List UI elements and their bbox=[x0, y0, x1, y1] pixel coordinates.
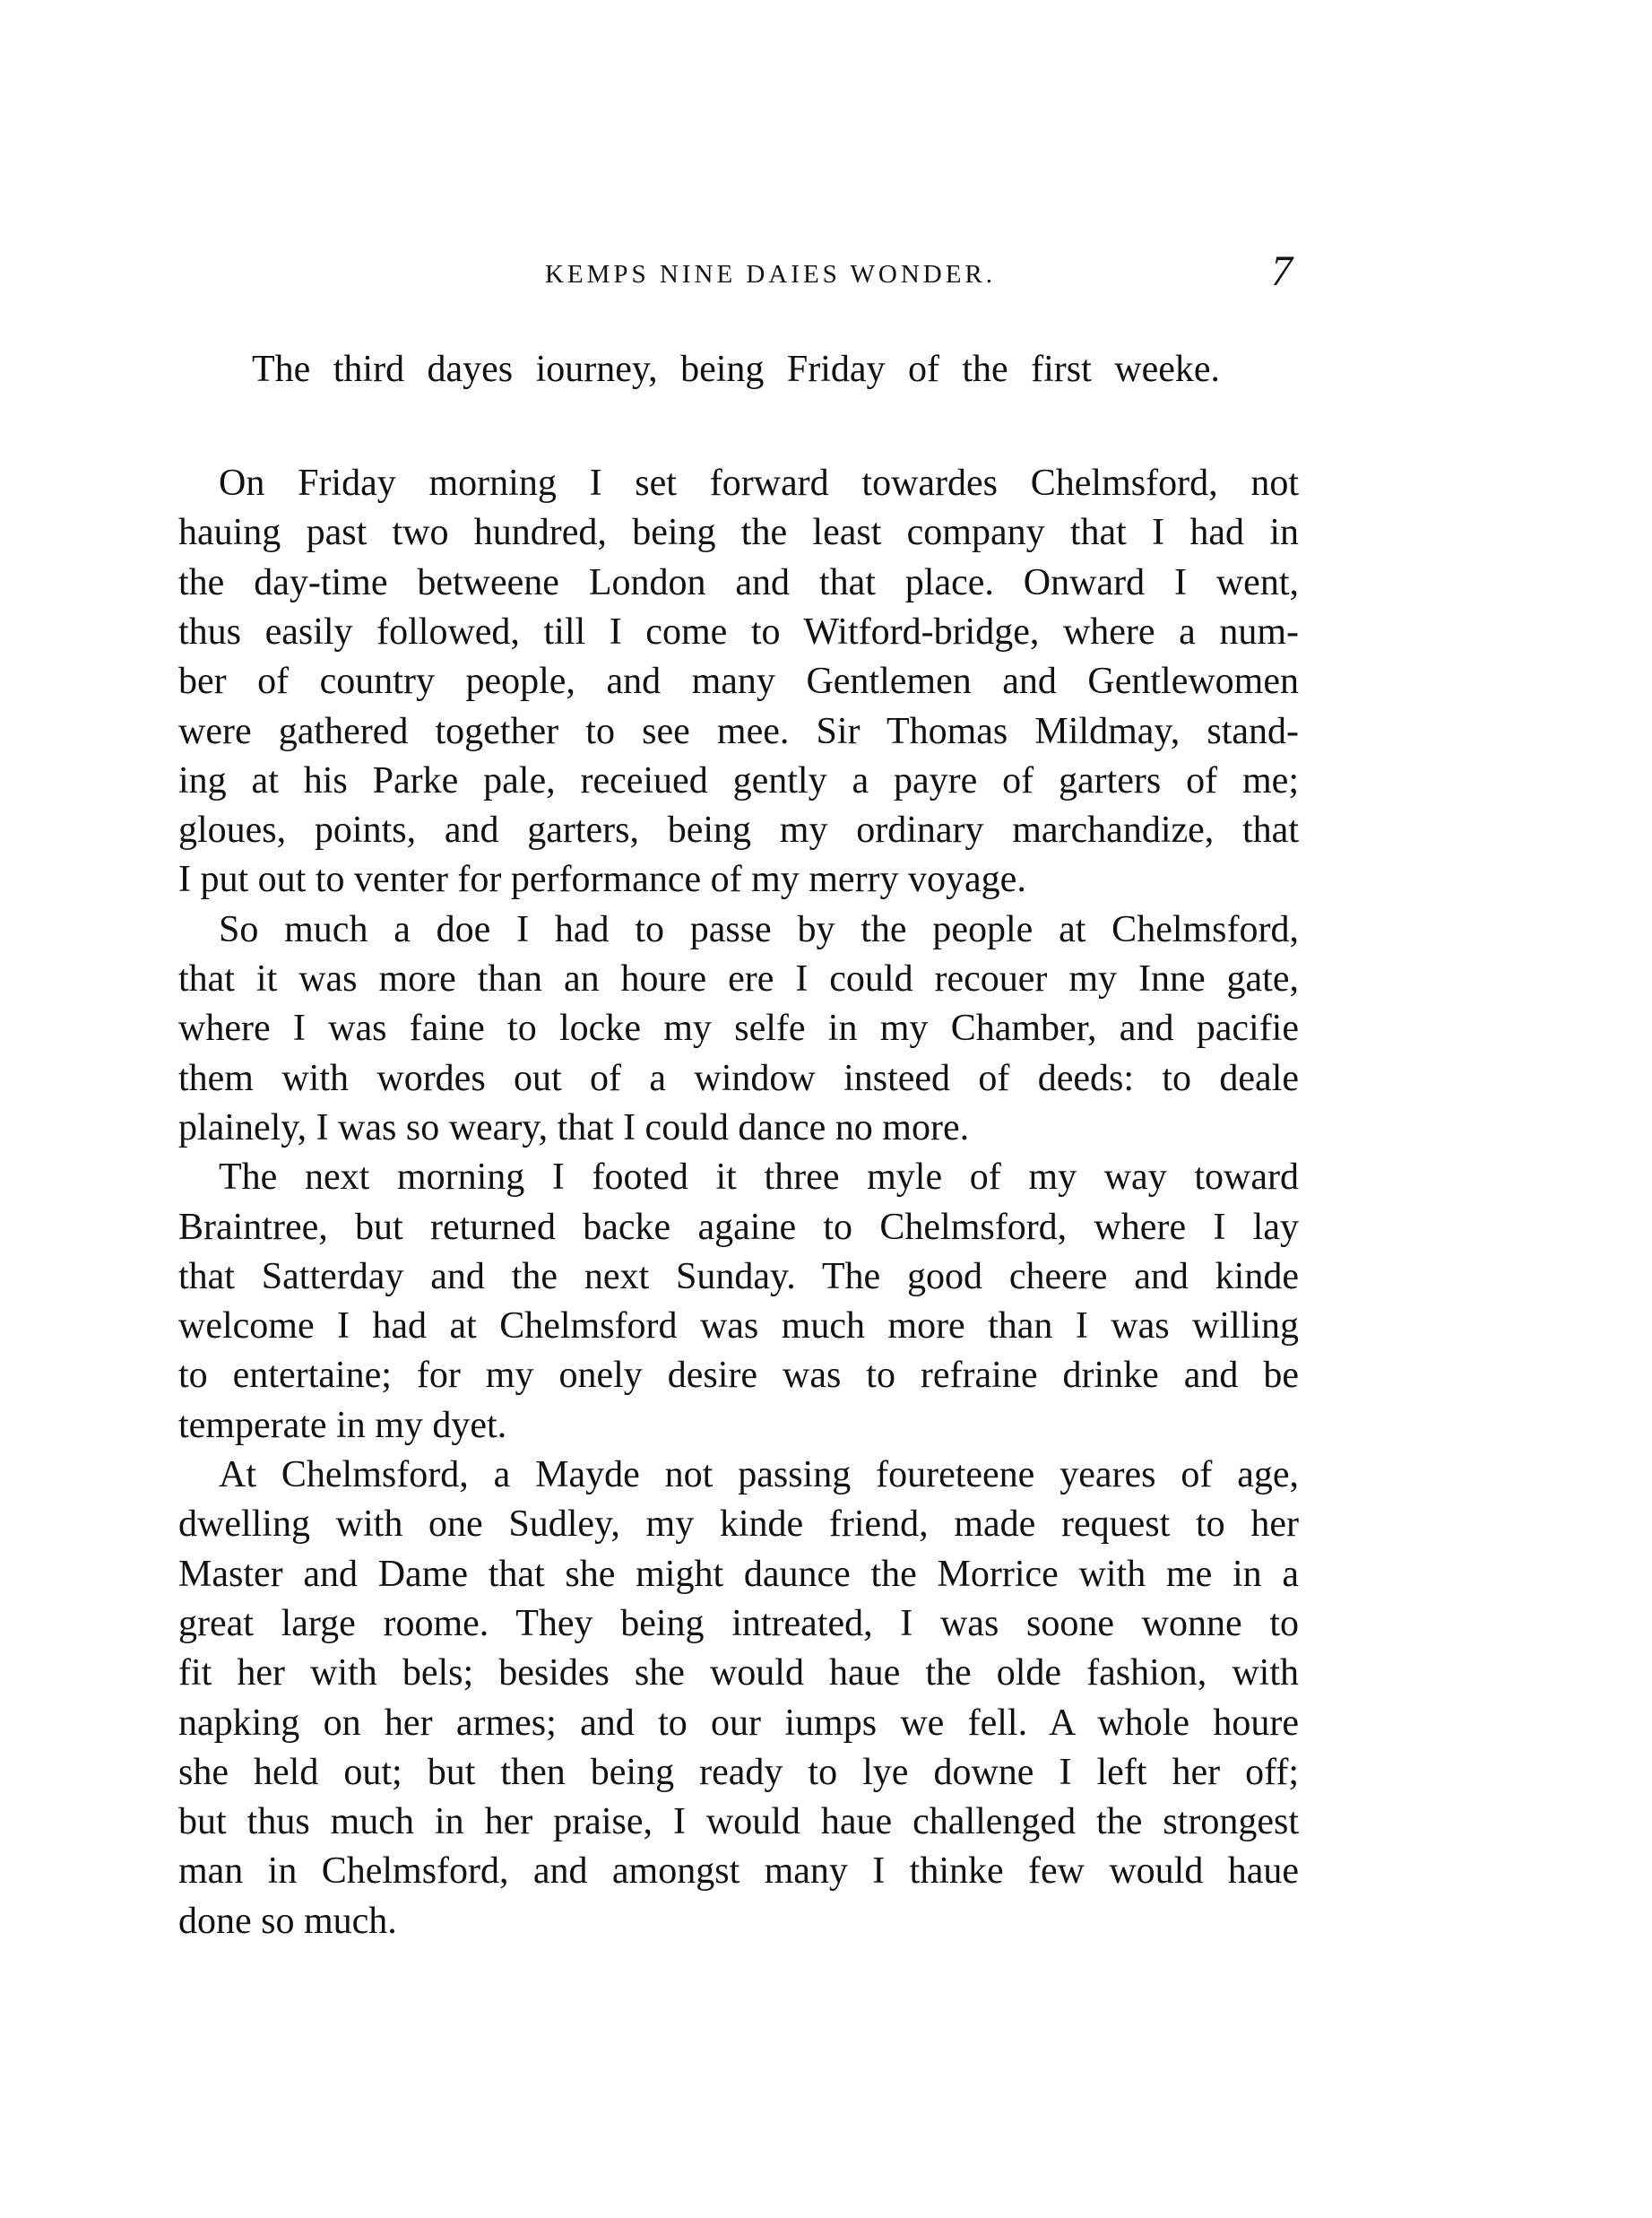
paragraph-line: welcome I had at Chelmsford was much more than I was willing bbox=[178, 1305, 1299, 1347]
paragraph-line: dwelling with one Sudley, my kinde friend, made request to her bbox=[178, 1503, 1299, 1546]
section-title: The third dayes iourney, being Friday of the first weeke. bbox=[252, 349, 1220, 390]
paragraph-line: The next morning I footed it three myle of my way toward bbox=[219, 1157, 1299, 1199]
running-head bbox=[0, 260, 1652, 290]
paragraph-line: At Chelmsford, a Mayde not passing foureteene yeares of age, bbox=[219, 1454, 1299, 1495]
paragraph-line: but thus much in her praise, I would haue challenged the strongest bbox=[178, 1801, 1299, 1843]
paragraph-line: hauing past two hundred, being the least company that I had in bbox=[178, 512, 1299, 554]
paragraph-line: napking on her armes; and to our iumps we fell. A whole houre bbox=[178, 1702, 1299, 1744]
paragraph-line: I put out to venter for performance of my merry voyage. bbox=[178, 859, 1026, 901]
paragraph-line: temperate in my dyet. bbox=[178, 1404, 507, 1446]
paragraph-line: So much a doe I had to passe by the people at Chelmsford, bbox=[219, 908, 1299, 950]
paragraph-line: great large roome. They being intreated, I was soone wonne to bbox=[178, 1602, 1299, 1644]
paragraph-line: ber of country people, and many Gentlemen and Gentlewomen bbox=[178, 661, 1299, 703]
running-head-text: KEMPS NINE DAIES WONDER. bbox=[544, 260, 997, 289]
paragraph-line: On Friday morning I set forward towardes Chelmsford, not bbox=[219, 463, 1299, 504]
paragraph-line: thus easily followed, till I come to Witford-bridge, where a num- bbox=[178, 611, 1299, 653]
paragraph-line: to entertaine; for my onely desire was to refraine drinke and be bbox=[178, 1355, 1299, 1397]
paragraph-line: she held out; but then being ready to lye downe I left her off; bbox=[178, 1751, 1299, 1793]
paragraph-line: where I was faine to locke my selfe in my Chamber, and pacifie bbox=[178, 1008, 1299, 1050]
page-number: 7 bbox=[1271, 247, 1293, 295]
paragraph-line: gloues, points, and garters, being my ordinary marchandize, that bbox=[178, 810, 1299, 852]
paragraph-line: them with wordes out of a window insteed of deeds: to deale bbox=[178, 1057, 1299, 1099]
paragraph-line: ing at his Parke pale, receiued gently a payre of garters of me; bbox=[178, 759, 1299, 801]
paragraph-line: were gathered together to see mee. Sir Thomas Mildmay, stand- bbox=[178, 710, 1299, 752]
paragraph-line: fit her with bels; besides she would haue the olde fashion, with bbox=[178, 1652, 1299, 1694]
paragraph-line: Braintree, but returned backe againe to Chelmsford, where I lay bbox=[178, 1206, 1299, 1248]
paragraph-line: Master and Dame that she might daunce the Morrice with me in a bbox=[178, 1553, 1299, 1595]
paragraph-line: done so much. bbox=[178, 1900, 397, 1942]
paragraph-line: plainely, I was so weary, that I could dance no more. bbox=[178, 1106, 970, 1148]
paragraph-line: that it was more than an houre ere I could recouer my Inne gate, bbox=[178, 958, 1299, 1000]
paragraph-line: that Satterday and the next Sunday. The good cheere and kinde bbox=[178, 1255, 1299, 1297]
paragraph-line: man in Chelmsford, and amongst many I thinke few would haue bbox=[178, 1850, 1299, 1893]
paragraph-line: the day-time betweene London and that place. Onward I went, bbox=[178, 561, 1299, 603]
